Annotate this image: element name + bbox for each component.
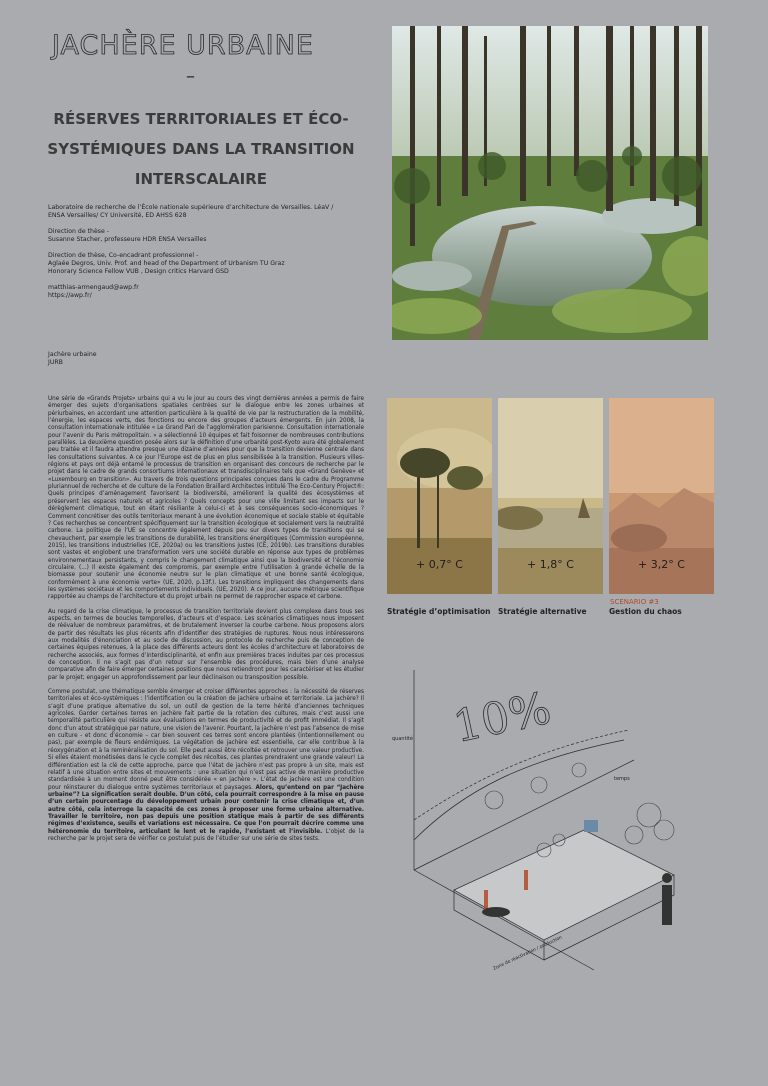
percent-label: 10% — [449, 682, 556, 754]
scenario-label: Stratégie alternative — [498, 607, 587, 616]
bold-statement: Alors, qu’entend on par “Jachère urbaine”? La signification serait double. D’un côté, cela pourrait correspondre à la mise en pause d’un certain pourcentage du développement urbain pour contenir la crise climatique et, d’un autre côté, cela interroge la capacité de ces zones à proposer une forme urbaine alternative. Travailler le territoire, non pas depuis une position statique mais à partir de ses différents régimes d’existence, seuils et variations est nécessaire. Ce que l’on pourrait décrire comme une hétéronomie du territoire, articulant le lent et le rapide, l’existant et l’invisible. — [48, 784, 364, 835]
scenario-painting-1 — [387, 398, 492, 594]
forest-photo — [392, 26, 708, 340]
project-code: JURB — [48, 359, 63, 366]
scenario-label: Stratégie d’optimisation — [387, 607, 491, 616]
paragraph: Au regard de la crise climatique, le processus de transition territoriale devient plus complexe dans tous ses aspects, en termes de boucles temporelles, d’acteurs et d’espace. Les scénarios climatiques nous imposent de réévaluer de nombreux paramètres, et de brutalement inverser la courbe carbone. Nous proposons alors de partir des résultats les plus récents afin d’identifier des stratégies de ruptures. Nous nous intéresserons aux modalités d’énonciation et au socle de discussion, au protocole de recherche puis de conception de certaines équipes retenues, à la place des différents acteurs dont les écoles d’architecture et laboratoires de recherche associés, aux formes d’interdisciplinarité, et enfin aux premières traces induites par ces processus de conception. Il ne s’agit pas d’un retour sur l’ensemble des procédures, mais bien d’une analyse comparative afin de faire émerger certaines positions que nous retiendront pour les caractériser et les étudier par le projet; engager un approfondissement par leur déclinaison ou transposition possible. — [48, 608, 364, 681]
poster-subtitle: RÉSERVES TERRITORIALES ET ÉCO-SYSTÉMIQUES DANS LA TRANSITION INTERSCALAIRE — [47, 110, 355, 188]
project-ref — [48, 351, 248, 367]
axis-time-label: temps — [614, 776, 630, 782]
fallow-diagram — [384, 640, 714, 985]
contact-text[interactable]: matthias-armengaud@awp.fr https://awp.fr/ — [48, 284, 139, 299]
direction-text: Direction de thèse - Susanne Stacher, professeure HDR ENSA Versailles — [48, 228, 207, 243]
temperature-label: + 3,2° C — [638, 558, 685, 571]
paragraph: Comme postulat, une thématique semble émerger et croiser différentes approches : la nécessité de réserves territoriales et éco-systémiques : l’identification ou la création de jachère urbaine et territoriale. La jachère? Il s’agit d’une pratique alternative du sol, un outil de gestion de la terre hérité d’anciennes techniques agricoles. Garder certaines terres en jachère fait partie de la rotation des cultures, mais c’est aussi une temporalité particulière qui résiste aux évaluations en termes de productivité et de profit immédiat. Il s’agit donc d’un atout stratégique par nature, une vision de l’avenir. Pourtant, la jachère n’est pas l’absence de mise en culture - et donc d’économie – car bien souvent ces terres sont encore plantées (intentionnellement ou pas), par exemple de fleurs endémiques. La végétation de jachère est essentielle, car elle contribue à la réoxygénation et à la reminéralisation du sol. Elle peut aussi être récoltée et retrouver une valeur productive. Si elles étaient monétisées dans le cycle complet des récoltes, ces plantes prendraient une grande valeur! La différentiation est la clé de cette approche, parce que l’état de jachère n’est pas propre à un site, mais est relatif à une situation entre sites et mouvements : une situation qui n’est pas active de manière productive standardisée à un moment donné peut être considérée « en jachère ». L’état de jachère est une condition pour réinstaurer du dialogue entre systèmes territoriaux et paysages. Alors, qu’entend on par “Jachère urbaine”? La signification serait double. D’un côté, cela pourrait correspondre à la mise en pause d’un certain pourcentage du développement urbain pour contenir la crise climatique et, d’un autre côté, cela interroge la capacité de ces zones à proposer une forme urbaine alternative. Travailler le territoire, non pas depuis une position statique mais à partir de ses différents régimes d’existence, seuils et variations est nécessaire. Ce que l’on pourrait décrire comme une hétéronomie du territoire, articulant le lent et le rapide, l’existant et l’invisible. L’objet de la recherche par le projet sera de vérifier ce postulat puis de l’étudier sur une série de sites tests. — [48, 689, 364, 842]
temperature-label: + 1,8° C — [527, 558, 574, 571]
lab-text: Laboratoire de recherche de l’École nationale supérieure d’architecture de Versailles. LéaV / ENSA Versailles/ CY Université, ED AHSS 628 — [48, 204, 334, 219]
project-name: Jachère urbaine — [48, 351, 97, 358]
credits-block — [48, 204, 348, 308]
codirection-text: Direction de thèse, Co-encadrant professionnel - Aglaée Degros, Univ. Prof. and head of the Department of Urbanism TU Graz Honorary Science Fellow VUB , Design critics Harvard GSD — [48, 252, 285, 275]
title-dash: – — [186, 66, 195, 87]
body-text — [48, 396, 364, 850]
scenario-label: Gestion du chaos — [609, 607, 682, 616]
scenario-painting-3 — [609, 398, 714, 594]
axis-quantity-label: quantité — [392, 736, 413, 742]
zone-label: Zone de réactivation / production — [492, 935, 564, 972]
paragraph: Une série de «Grands Projets» urbains qui a vu le jour au cours des vingt dernières années a permis de faire émerger des sujets d’organisations spatiales centrées sur le dialogue entre les zones urbaines et périurbaines, en accordant une attention particulière à la qualité de vie par la restructuration de la mobilité, l’énergie, les espaces verts, des fonctions ou encore des groupes d’acteurs émergents. En juin 2008, la consultation internationale intitulée « Le Grand Pari de l’agglomération parisienne. Consultation internationale pour l’avenir du Paris métropolitain. » a sélectionné 10 équipes et fait foisonner de nombreuses contributions parallèles. La deuxième question posée alors sur la définition d’une urbanité post-Kyoto aura été globalement peu traitée et il faudra attendre presque une dizaine d’années pour que la transition devienne centrale dans les consultations suivantes. A ce jour l’Europe est de plus en plus sensibilisée à la transition. Plusieurs villes-régions et pays ont déjà entamé le processus de transition en organisant des concours de recherche par le projet dans le cadre de grands consortiums internationaux et transdisciplinaires tels que «Grand Genève» et «Luxembourg en transition». Au travers de trois questions principales conçues dans le cadre du Programme pluriannuel de recherche et de culture de la Fondation Braillard Architectes intitulé The Eco-Century Project®: Quels principes d’aménagement favorisent la biodiversité, améliorent la qualité des écosystèmes et préservent les espaces naturels et agricoles ? Quels concepts pour une ville limitant ses impacts sur le dérèglement climatique, tout en étant résiliante à celui-ci et à ses conséquences socio-économiques ? Comment concrétiser des outils territoriaux menant à une évolution économique et sociale stable et équitable ? Ces recherches se concentrent spécifiquement sur la transition écologique et socialement vers la neutralité carbone. La politique de l’UE se concentre également depuis peu sur divers types de transitions qui se chevauchent, par exemple les transitions de durabilité, les transitions énergétiques (Commission européenne, 2015), les transitions industrielles (CE, 2020a) ou les transitions justes (CE, 2019b). Les transitions durables sont vastes et englobent une transformation vers une société durable en réponse aux types de problèmes environnementaux persistants, y compris le changement climatique ainsi que la biodiversité et l’économie circulaire. (...) Il existe également des compromis, par exemple entre l’utilisation à grande échelle de la biomasse pour soutenir une économie neutre sur le plan climatique et une bonne santé écologique, conformément à une économie verte» (UE, 2020, p.13f.). Les transitions impliquent des changements dans les systèmes sociétaux et les comportements individuels. (UE, 2020). A ce jour, aucune métrique scientifique rapportée au champs de l’architecture et du projet urbain ne permet de rapprocher espace et carbone. — [48, 396, 364, 601]
scenario-tag: SCENARIO #3 — [610, 598, 659, 606]
poster-title: JACHÈRE URBAINE — [52, 30, 314, 61]
temperature-label: + 0,7° C — [416, 558, 463, 571]
scenario-painting-2 — [498, 398, 603, 594]
